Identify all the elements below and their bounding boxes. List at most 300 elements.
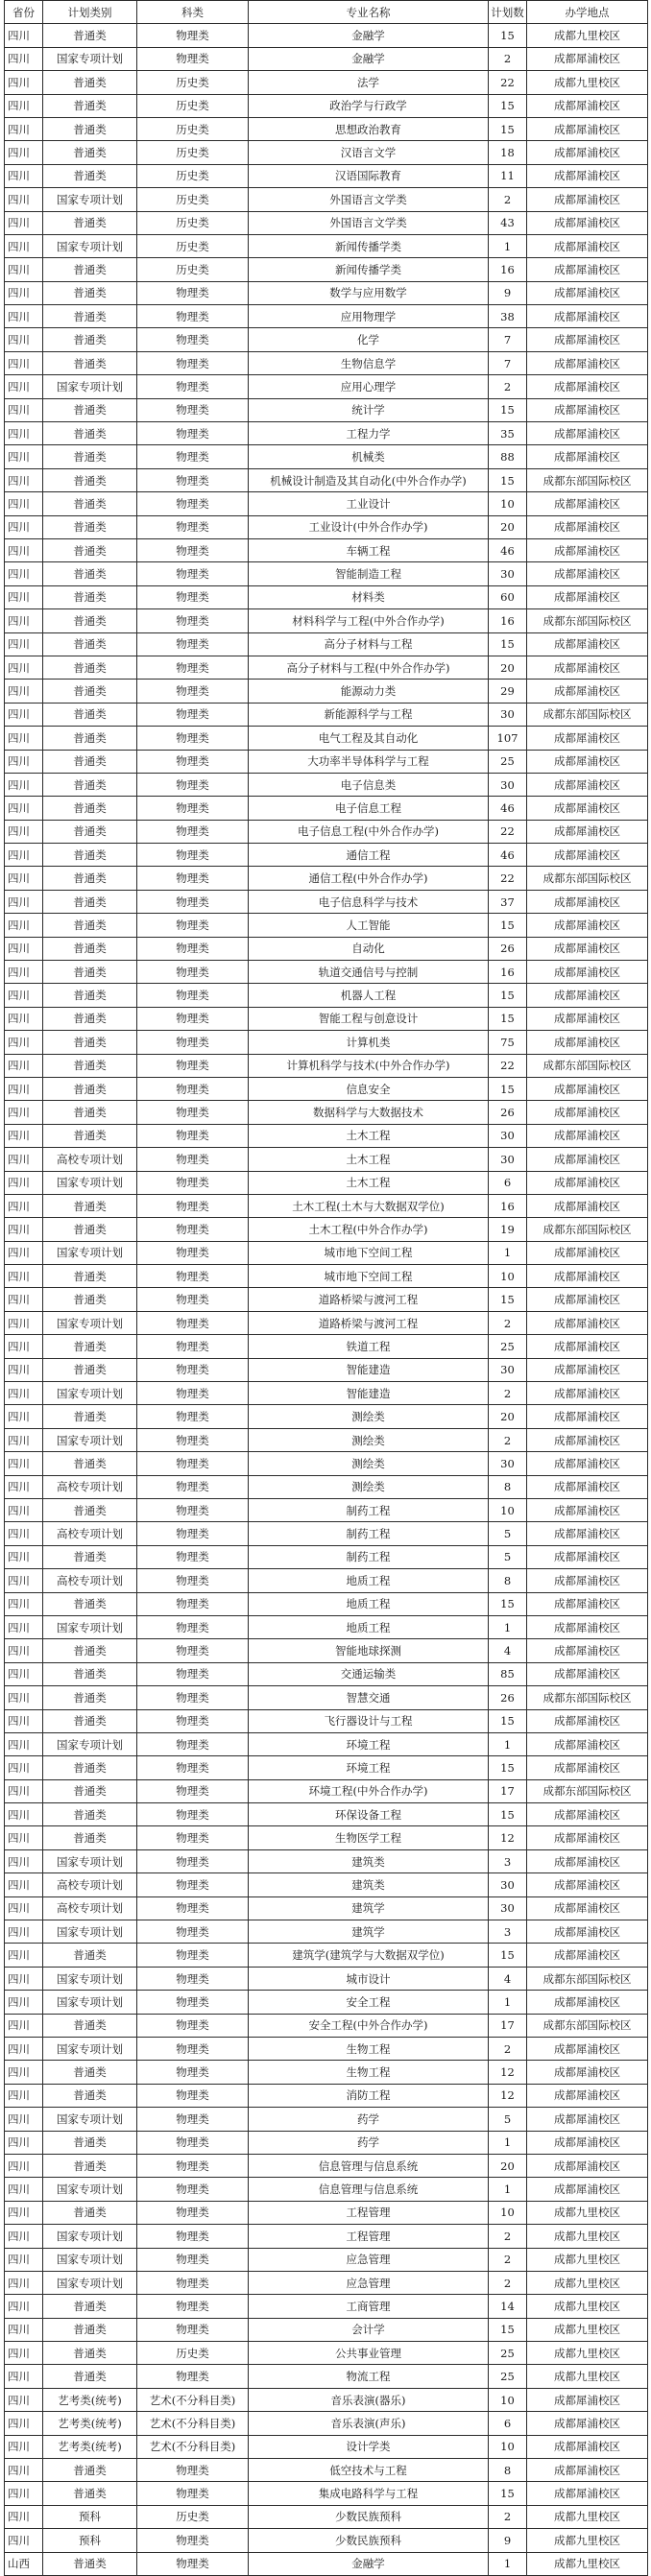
province-cell: 四川 — [5, 375, 43, 398]
campus-cell: 成都犀浦校区 — [527, 1288, 648, 1311]
major-name-cell: 智能建造 — [249, 1358, 489, 1381]
plan-category-cell: 普通类 — [43, 211, 137, 234]
plan-category-cell: 国家专项计划 — [43, 1920, 137, 1944]
major-name-cell: 金融学 — [249, 47, 489, 70]
plan-category-cell: 普通类 — [43, 609, 137, 632]
table-row — [5, 2529, 648, 2552]
major-name-cell: 应用心理学 — [249, 375, 489, 398]
subject-type-cell: 物理类 — [137, 1826, 249, 1849]
subject-type-cell: 物理类 — [137, 914, 249, 937]
plan-count-cell: 15 — [489, 1756, 527, 1779]
province-cell: 四川 — [5, 1944, 43, 1967]
plan-category-cell: 普通类 — [43, 2318, 137, 2341]
province-cell: 四川 — [5, 2084, 43, 2107]
campus-cell: 成都犀浦校区 — [527, 844, 648, 867]
province-cell: 四川 — [5, 609, 43, 632]
table-row — [5, 1896, 648, 1920]
plan-category-cell: 普通类 — [43, 820, 137, 843]
major-name-cell: 应急管理 — [249, 2248, 489, 2271]
campus-cell: 成都犀浦校区 — [527, 1499, 648, 1522]
plan-category-cell: 普通类 — [43, 797, 137, 820]
table-row — [5, 867, 648, 890]
province-cell: 四川 — [5, 515, 43, 538]
plan-category-cell: 普通类 — [43, 1335, 137, 1358]
plan-count-cell: 10 — [489, 1265, 527, 1288]
province-cell: 四川 — [5, 1873, 43, 1896]
plan-category-cell: 普通类 — [43, 422, 137, 445]
plan-count-cell: 22 — [489, 1054, 527, 1077]
table-row — [5, 2084, 648, 2107]
enrollment-plan-table — [4, 0, 648, 2576]
plan-category-cell: 普通类 — [43, 468, 137, 491]
province-cell: 四川 — [5, 2037, 43, 2060]
province-cell: 四川 — [5, 1358, 43, 1381]
major-name-cell: 生物医学工程 — [249, 1826, 489, 1849]
major-name-cell: 机械类 — [249, 445, 489, 468]
plan-category-cell: 普通类 — [43, 1709, 137, 1732]
major-name-cell: 应急管理 — [249, 2271, 489, 2294]
province-cell: 四川 — [5, 71, 43, 94]
major-name-cell: 政治学与行政学 — [249, 94, 489, 117]
campus-cell: 成都九里校区 — [527, 2342, 648, 2365]
subject-type-cell: 历史类 — [137, 117, 249, 140]
plan-category-cell: 普通类 — [43, 562, 137, 585]
province-cell: 四川 — [5, 1732, 43, 1755]
plan-count-cell: 1 — [489, 234, 527, 257]
subject-type-cell: 历史类 — [137, 71, 249, 94]
campus-cell: 成都犀浦校区 — [527, 1849, 648, 1872]
province-cell: 四川 — [5, 141, 43, 164]
plan-count-cell: 2 — [489, 188, 527, 211]
table-row — [5, 1944, 648, 1967]
subject-type-cell: 物理类 — [137, 961, 249, 984]
major-name-cell: 少数民族预科 — [249, 2505, 489, 2528]
table-row — [5, 984, 648, 1007]
campus-cell: 成都犀浦校区 — [527, 117, 648, 140]
major-name-cell: 计算机科学与技术(中外合作办学) — [249, 1054, 489, 1077]
plan-count-cell: 2 — [489, 2248, 527, 2271]
campus-cell: 成都犀浦校区 — [527, 2108, 648, 2131]
plan-category-cell: 普通类 — [43, 2295, 137, 2318]
plan-count-cell: 25 — [489, 1335, 527, 1358]
campus-cell: 成都犀浦校区 — [527, 1944, 648, 1967]
subject-type-cell: 历史类 — [137, 141, 249, 164]
province-cell: 四川 — [5, 1124, 43, 1147]
major-name-cell: 智能工程与创意设计 — [249, 1007, 489, 1030]
subject-type-cell: 物理类 — [137, 632, 249, 656]
plan-category-cell: 普通类 — [43, 1405, 137, 1428]
major-name-cell: 新闻传播学类 — [249, 258, 489, 281]
subject-type-cell: 艺术(不分科目类) — [137, 2388, 249, 2411]
province-cell: 四川 — [5, 24, 43, 47]
subject-type-cell: 物理类 — [137, 2037, 249, 2060]
province-cell: 四川 — [5, 2459, 43, 2482]
table-row — [5, 1218, 648, 1241]
table-row — [5, 1615, 648, 1638]
province-cell: 四川 — [5, 328, 43, 351]
campus-cell: 成都九里校区 — [527, 2318, 648, 2341]
plan-category-cell: 高校专项计划 — [43, 1873, 137, 1896]
subject-type-cell: 物理类 — [137, 1545, 249, 1568]
campus-cell: 成都九里校区 — [527, 2505, 648, 2528]
campus-cell: 成都犀浦校区 — [527, 1732, 648, 1755]
campus-cell: 成都犀浦校区 — [527, 727, 648, 750]
campus-cell: 成都犀浦校区 — [527, 797, 648, 820]
subject-type-cell: 物理类 — [137, 468, 249, 491]
table-row — [5, 234, 648, 257]
table-row — [5, 1569, 648, 1592]
table-row — [5, 2271, 648, 2294]
plan-category-cell: 普通类 — [43, 984, 137, 1007]
plan-category-cell: 普通类 — [43, 750, 137, 773]
plan-count-cell: 9 — [489, 2529, 527, 2552]
province-cell: 四川 — [5, 1428, 43, 1451]
campus-cell: 成都犀浦校区 — [527, 1991, 648, 2014]
major-name-cell: 制药工程 — [249, 1545, 489, 1568]
subject-type-cell: 物理类 — [137, 1709, 249, 1732]
subject-type-cell: 历史类 — [137, 258, 249, 281]
table-row — [5, 1686, 648, 1709]
plan-count-cell: 2 — [489, 1382, 527, 1405]
subject-type-cell: 物理类 — [137, 890, 249, 913]
subject-type-cell: 物理类 — [137, 2552, 249, 2575]
subject-type-cell: 物理类 — [137, 1779, 249, 1802]
province-cell: 四川 — [5, 211, 43, 234]
major-name-cell: 制药工程 — [249, 1499, 489, 1522]
plan-count-cell: 14 — [489, 2295, 527, 2318]
subject-type-cell: 物理类 — [137, 1662, 249, 1685]
province-cell: 四川 — [5, 1335, 43, 1358]
plan-count-cell: 29 — [489, 680, 527, 703]
plan-category-cell: 高校专项计划 — [43, 1148, 137, 1171]
table-row — [5, 1265, 648, 1288]
major-name-cell: 工程力学 — [249, 422, 489, 445]
campus-cell: 成都犀浦校区 — [527, 2037, 648, 2060]
major-name-cell: 土木工程(中外合作办学) — [249, 1218, 489, 1241]
major-name-cell: 新能源科学与工程 — [249, 703, 489, 726]
major-name-cell: 铁道工程 — [249, 1335, 489, 1358]
table-row — [5, 492, 648, 515]
plan-category-cell: 普通类 — [43, 2342, 137, 2365]
plan-category-cell: 普通类 — [43, 1592, 137, 1615]
province-cell: 四川 — [5, 2248, 43, 2271]
table-row — [5, 1475, 648, 1498]
subject-type-cell: 物理类 — [137, 398, 249, 421]
plan-count-cell: 30 — [489, 1452, 527, 1475]
subject-type-cell: 物理类 — [137, 1218, 249, 1241]
plan-count-cell: 15 — [489, 398, 527, 421]
campus-cell: 成都犀浦校区 — [527, 1007, 648, 1030]
subject-type-cell: 物理类 — [137, 984, 249, 1007]
major-name-cell: 通信工程(中外合作办学) — [249, 867, 489, 890]
province-cell: 四川 — [5, 1499, 43, 1522]
plan-category-cell: 普通类 — [43, 1803, 137, 1826]
major-name-cell: 测绘类 — [249, 1452, 489, 1475]
subject-type-cell: 物理类 — [137, 750, 249, 773]
subject-type-cell: 物理类 — [137, 1124, 249, 1147]
plan-count-cell: 15 — [489, 1803, 527, 1826]
campus-cell: 成都九里校区 — [527, 2271, 648, 2294]
plan-category-cell: 普通类 — [43, 680, 137, 703]
table-row — [5, 141, 648, 164]
province-cell: 四川 — [5, 1639, 43, 1662]
campus-cell: 成都犀浦校区 — [527, 656, 648, 679]
plan-count-cell: 15 — [489, 1007, 527, 1030]
province-cell: 四川 — [5, 1896, 43, 1920]
campus-cell: 成都东部国际校区 — [527, 2014, 648, 2037]
campus-cell: 成都犀浦校区 — [527, 1826, 648, 1849]
province-cell: 四川 — [5, 47, 43, 70]
subject-type-cell: 物理类 — [137, 1944, 249, 1967]
plan-count-cell: 3 — [489, 1920, 527, 1944]
campus-cell: 成都九里校区 — [527, 2248, 648, 2271]
table-row — [5, 422, 648, 445]
plan-category-cell: 国家专项计划 — [43, 2178, 137, 2201]
plan-count-cell: 15 — [489, 24, 527, 47]
campus-cell: 成都犀浦校区 — [527, 1335, 648, 1358]
province-cell: 四川 — [5, 2131, 43, 2154]
province-cell: 四川 — [5, 1615, 43, 1638]
province-cell: 四川 — [5, 797, 43, 820]
province-cell: 四川 — [5, 2295, 43, 2318]
campus-cell: 成都犀浦校区 — [527, 773, 648, 796]
table-row — [5, 328, 648, 351]
subject-type-cell: 物理类 — [137, 538, 249, 561]
plan-category-cell: 国家专项计划 — [43, 188, 137, 211]
header-province: 省份 — [5, 1, 43, 24]
campus-cell: 成都犀浦校区 — [527, 211, 648, 234]
province-cell: 四川 — [5, 2201, 43, 2224]
plan-category-cell: 普通类 — [43, 1826, 137, 1849]
table-row — [5, 632, 648, 656]
plan-category-cell: 国家专项计划 — [43, 1311, 137, 1334]
province-cell: 四川 — [5, 1452, 43, 1475]
major-name-cell: 信息管理与信息系统 — [249, 2178, 489, 2201]
campus-cell: 成都东部国际校区 — [527, 1686, 648, 1709]
plan-count-cell: 26 — [489, 1686, 527, 1709]
plan-count-cell: 30 — [489, 1896, 527, 1920]
province-cell: 四川 — [5, 1288, 43, 1311]
table-row — [5, 2482, 648, 2505]
plan-category-cell: 普通类 — [43, 1194, 137, 1217]
major-name-cell: 建筑类 — [249, 1849, 489, 1872]
plan-category-cell: 普通类 — [43, 2365, 137, 2388]
table-row — [5, 1335, 648, 1358]
plan-count-cell: 12 — [489, 2084, 527, 2107]
plan-category-cell: 国家专项计划 — [43, 1991, 137, 2014]
plan-category-cell: 普通类 — [43, 305, 137, 328]
plan-category-cell: 国家专项计划 — [43, 2248, 137, 2271]
campus-cell: 成都犀浦校区 — [527, 562, 648, 585]
plan-category-cell: 普通类 — [43, 1756, 137, 1779]
major-name-cell: 统计学 — [249, 398, 489, 421]
major-name-cell: 道路桥梁与渡河工程 — [249, 1288, 489, 1311]
campus-cell: 成都东部国际校区 — [527, 867, 648, 890]
table-row — [5, 71, 648, 94]
table-row — [5, 1732, 648, 1755]
plan-category-cell: 普通类 — [43, 1499, 137, 1522]
table-row — [5, 1124, 648, 1147]
campus-cell: 成都犀浦校区 — [527, 1077, 648, 1100]
plan-category-cell: 普通类 — [43, 351, 137, 374]
table-row — [5, 2201, 648, 2224]
subject-type-cell: 物理类 — [137, 47, 249, 70]
subject-type-cell: 物理类 — [137, 1007, 249, 1030]
subject-type-cell: 物理类 — [137, 2225, 249, 2248]
campus-cell: 成都九里校区 — [527, 2552, 648, 2575]
plan-count-cell: 17 — [489, 1779, 527, 1802]
table-row — [5, 2295, 648, 2318]
subject-type-cell: 物理类 — [137, 1405, 249, 1428]
subject-type-cell: 物理类 — [137, 2061, 249, 2084]
plan-count-cell: 6 — [489, 1171, 527, 1194]
campus-cell: 成都犀浦校区 — [527, 2131, 648, 2154]
campus-cell: 成都犀浦校区 — [527, 1920, 648, 1944]
province-cell: 四川 — [5, 281, 43, 304]
plan-count-cell: 7 — [489, 328, 527, 351]
plan-count-cell: 30 — [489, 1148, 527, 1171]
table-row — [5, 2014, 648, 2037]
plan-category-cell: 普通类 — [43, 937, 137, 960]
plan-category-cell: 普通类 — [43, 632, 137, 656]
major-name-cell: 法学 — [249, 71, 489, 94]
plan-count-cell: 30 — [489, 1358, 527, 1381]
plan-count-cell: 12 — [489, 2061, 527, 2084]
plan-category-cell: 普通类 — [43, 2084, 137, 2107]
plan-count-cell: 43 — [489, 211, 527, 234]
table-row — [5, 656, 648, 679]
subject-type-cell: 物理类 — [137, 2459, 249, 2482]
province-cell: 四川 — [5, 773, 43, 796]
subject-type-cell: 物理类 — [137, 281, 249, 304]
campus-cell: 成都犀浦校区 — [527, 281, 648, 304]
plan-category-cell: 高校专项计划 — [43, 1522, 137, 1545]
plan-count-cell: 15 — [489, 1288, 527, 1311]
province-cell: 四川 — [5, 1007, 43, 1030]
plan-category-cell: 普通类 — [43, 1452, 137, 1475]
province-cell: 四川 — [5, 2505, 43, 2528]
major-name-cell: 会计学 — [249, 2318, 489, 2341]
plan-category-cell: 普通类 — [43, 1358, 137, 1381]
plan-category-cell: 艺考类(统考) — [43, 2388, 137, 2411]
plan-category-cell: 普通类 — [43, 2552, 137, 2575]
plan-count-cell: 85 — [489, 1662, 527, 1685]
table-row — [5, 820, 648, 843]
table-header-row — [5, 1, 648, 24]
major-name-cell: 应用物理学 — [249, 305, 489, 328]
campus-cell: 成都犀浦校区 — [527, 2178, 648, 2201]
campus-cell: 成都犀浦校区 — [527, 680, 648, 703]
plan-count-cell: 22 — [489, 820, 527, 843]
subject-type-cell: 物理类 — [137, 1101, 249, 1124]
subject-type-cell: 物理类 — [137, 1077, 249, 1100]
major-name-cell: 车辆工程 — [249, 538, 489, 561]
table-row — [5, 1991, 648, 2014]
major-name-cell: 土木工程 — [249, 1171, 489, 1194]
plan-count-cell: 3 — [489, 1849, 527, 1872]
subject-type-cell: 历史类 — [137, 211, 249, 234]
plan-count-cell: 15 — [489, 1709, 527, 1732]
table-row — [5, 305, 648, 328]
major-name-cell: 高分子材料与工程 — [249, 632, 489, 656]
plan-count-cell: 1 — [489, 1241, 527, 1264]
campus-cell: 成都犀浦校区 — [527, 141, 648, 164]
table-row — [5, 1171, 648, 1194]
plan-count-cell: 25 — [489, 2365, 527, 2388]
province-cell: 四川 — [5, 117, 43, 140]
subject-type-cell: 物理类 — [137, 1171, 249, 1194]
major-name-cell: 信息安全 — [249, 1077, 489, 1100]
campus-cell: 成都九里校区 — [527, 2201, 648, 2224]
plan-count-cell: 15 — [489, 1944, 527, 1967]
campus-cell: 成都犀浦校区 — [527, 2084, 648, 2107]
province-cell: 四川 — [5, 2178, 43, 2201]
subject-type-cell: 物理类 — [137, 1873, 249, 1896]
subject-type-cell: 物理类 — [137, 820, 249, 843]
subject-type-cell: 物理类 — [137, 1382, 249, 1405]
subject-type-cell: 物理类 — [137, 1148, 249, 1171]
province-cell: 四川 — [5, 867, 43, 890]
campus-cell: 成都犀浦校区 — [527, 1031, 648, 1054]
subject-type-cell: 物理类 — [137, 1265, 249, 1288]
plan-category-cell: 国家专项计划 — [43, 234, 137, 257]
subject-type-cell: 物理类 — [137, 1522, 249, 1545]
plan-count-cell: 20 — [489, 656, 527, 679]
province-cell: 四川 — [5, 2108, 43, 2131]
plan-count-cell: 4 — [489, 1639, 527, 1662]
major-name-cell: 测绘类 — [249, 1405, 489, 1428]
campus-cell: 成都犀浦校区 — [527, 2459, 648, 2482]
plan-category-cell: 普通类 — [43, 1779, 137, 1802]
table-row — [5, 2552, 648, 2575]
subject-type-cell: 物理类 — [137, 1499, 249, 1522]
province-cell: 四川 — [5, 1686, 43, 1709]
major-name-cell: 高分子材料与工程(中外合作办学) — [249, 656, 489, 679]
table-row — [5, 468, 648, 491]
subject-type-cell: 物理类 — [137, 1967, 249, 1990]
plan-count-cell: 30 — [489, 1124, 527, 1147]
major-name-cell: 材料类 — [249, 585, 489, 608]
major-name-cell: 药学 — [249, 2131, 489, 2154]
plan-category-cell: 普通类 — [43, 71, 137, 94]
province-cell: 四川 — [5, 1709, 43, 1732]
table-row — [5, 515, 648, 538]
major-name-cell: 公共事业管理 — [249, 2342, 489, 2365]
major-name-cell: 思想政治教育 — [249, 117, 489, 140]
plan-category-cell: 国家专项计划 — [43, 1967, 137, 1990]
plan-count-cell: 10 — [489, 2435, 527, 2458]
campus-cell: 成都犀浦校区 — [527, 1615, 648, 1638]
subject-type-cell: 物理类 — [137, 1311, 249, 1334]
campus-cell: 成都九里校区 — [527, 2365, 648, 2388]
plan-category-cell: 普通类 — [43, 656, 137, 679]
major-name-cell: 城市设计 — [249, 1967, 489, 1990]
plan-count-cell: 8 — [489, 1475, 527, 1498]
province-cell: 四川 — [5, 890, 43, 913]
table-row — [5, 1779, 648, 1802]
plan-category-cell: 高校专项计划 — [43, 1475, 137, 1498]
table-row — [5, 585, 648, 608]
campus-cell: 成都犀浦校区 — [527, 47, 648, 70]
major-name-cell: 电子信息工程(中外合作办学) — [249, 820, 489, 843]
table-row — [5, 164, 648, 187]
table-row — [5, 2037, 648, 2060]
major-name-cell: 机器人工程 — [249, 984, 489, 1007]
campus-cell: 成都犀浦校区 — [527, 2412, 648, 2435]
table-row — [5, 1077, 648, 1100]
subject-type-cell: 物理类 — [137, 2248, 249, 2271]
plan-count-cell: 2 — [489, 1428, 527, 1451]
